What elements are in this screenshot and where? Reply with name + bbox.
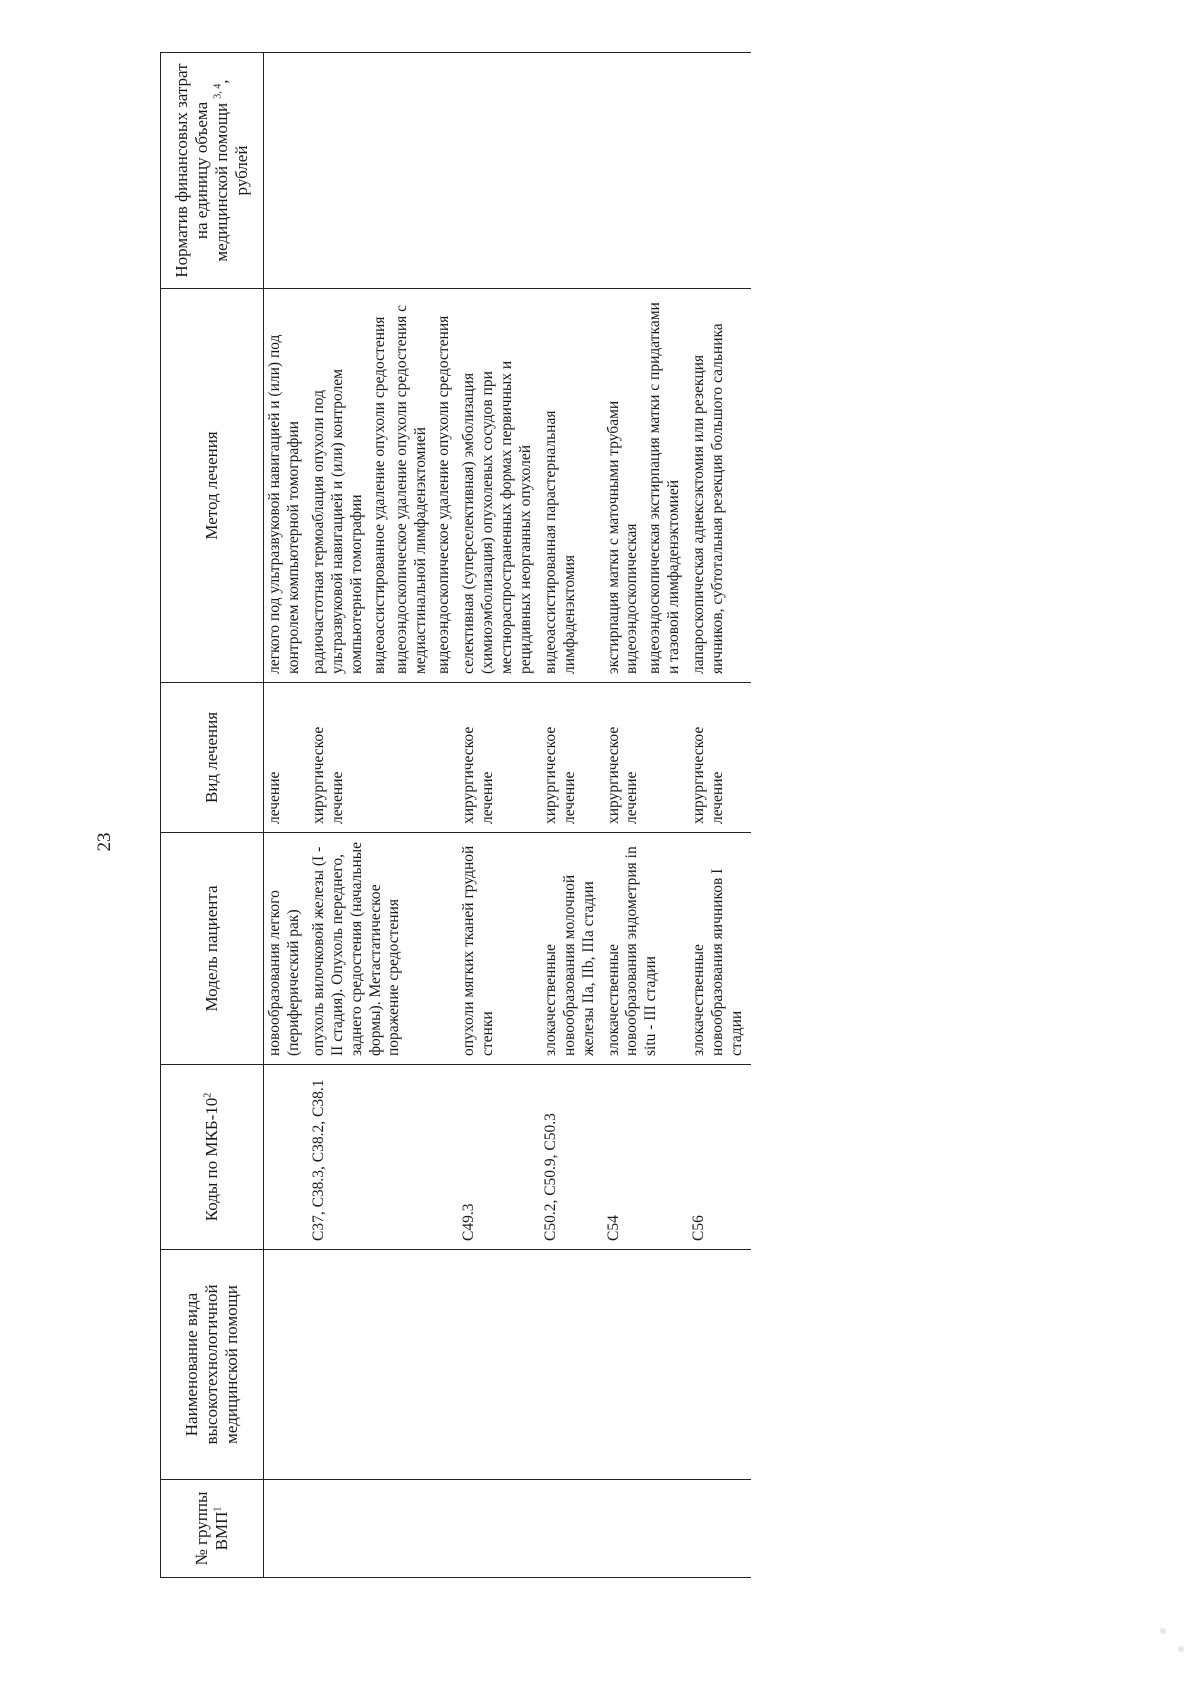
cell-group-number [540,1480,603,1578]
cell-financial-norm [603,53,689,289]
table-row [603,53,689,1578]
header-financial-norm: Норматив финансовых затрат на единицу объема медицинской помощи $^{3, 4}$, рублей [161,53,264,289]
table-row [458,53,540,1578]
table-row [308,53,458,1578]
method-item: видеоэндоскопическое удаление опухоли средостения [435,315,453,674]
cell-care-type-name [688,1250,751,1480]
cell-group-number [264,1480,308,1578]
vmp-table [160,52,751,1578]
header-treatment-type: Вид лечения [161,683,264,833]
cell-financial-norm [458,53,540,289]
cell-treatment-type: хирургическое лечение [540,683,603,833]
rotated-table-page [160,53,1050,1578]
cell-icd-codes: C37, C38.3, C38.2, C38.1 [308,1065,458,1250]
cell-patient-model: опухоли мягких тканей грудной стенки [458,833,540,1065]
cell-patient-model: злокачественные новообразования яичников I стадии [688,833,751,1065]
cell-financial-norm [540,53,603,289]
cell-patient-model: новообразования легкого (периферический рак) [264,833,308,1065]
cell-financial-norm [264,53,308,289]
cell-group-number [458,1480,540,1578]
method-item: радиочастотная термоаблация опухоли под ультразвуковой навигацией и (или) контролем компьютерной томографии [309,369,365,674]
cell-patient-model: опухоль вилочковой железы (I - II стадия). Опухоль переднего, заднего средостения (начальные формы). Метастатическое поражение средостения [308,833,458,1065]
header-patient-model: Модель пациента [161,833,264,1065]
cell-patient-model: злокачественные новообразования молочной железы IIa, IIb, IIIa стадии [540,833,603,1065]
header-icd-codes: Коды по МКБ-$10^2$ [161,1065,264,1250]
cell-treatment-method [264,289,308,683]
cell-treatment-method [308,289,458,683]
cell-treatment-type: лечение [264,683,308,833]
cell-group-number [688,1480,751,1578]
method-item: видеоассистированное удаление опухоли средостения [370,316,388,674]
page-number: 23 [94,832,115,852]
table-header-row [161,53,264,1578]
cell-financial-norm [688,53,751,289]
cell-care-type-name [308,1250,458,1480]
cell-treatment-method [603,289,689,683]
table-row [264,53,308,1578]
cell-group-number [308,1480,458,1578]
cell-icd-codes: C56 [688,1065,751,1250]
cell-treatment-method [688,289,751,683]
method-item: видеоэндоскопическое удаление опухоли средостения с медиастинальной лимфаденэктомией [393,304,430,674]
cell-icd-codes: C49.3 [458,1065,540,1250]
header-care-type-name: Наименование вида высокотехнологичной медицинской помощи [161,1250,264,1480]
cell-care-type-name [458,1250,540,1480]
cell-financial-norm [308,53,458,289]
cell-care-type-name [540,1250,603,1480]
method-item: видеоэндоскопическая экстирпация матки с придатками и тазовой лимфаденэктомией [646,302,683,674]
cell-treatment-type: хирургическое лечение [688,683,751,833]
cell-icd-codes [264,1065,308,1250]
table-row [688,53,751,1578]
cell-treatment-type: хирургическое лечение [308,683,458,833]
method-item: лапароскопическая аднексэктомия или резекция яичников, субтотальная резекция большого сальника [690,323,727,674]
cell-care-type-name [603,1250,689,1480]
header-group-number: № группы ВМП$^1$ [161,1480,264,1578]
header-treatment-method: Метод лечения [161,289,264,683]
scan-artifact-mark [1178,1646,1184,1652]
cell-treatment-method [458,289,540,683]
cell-care-type-name [264,1250,308,1480]
cell-icd-codes: C54 [603,1065,689,1250]
cell-treatment-type: хирургическое лечение [603,683,689,833]
method-item: селективная (суперселективная) эмболизация (химиоэмболизация) опухолевых сосудов при местнораспространенных формах первичных и рецидивных неорганных опухолей [460,360,534,674]
method-item: экстирпация матки с маточными трубами видеоэндоскопическая [604,400,641,674]
method-item: видеоассистированная парастернальная лимфаденэктомия [541,410,578,674]
table-row [540,53,603,1578]
cell-patient-model: злокачественные новообразования эндометрия in situ - III стадии [603,833,689,1065]
method-item: легкого под ультразвуковой навигацией и (или) под контролем компьютерной томографии [266,334,302,674]
cell-treatment-type: хирургическое лечение [458,683,540,833]
scan-artifact-mark [1160,1628,1166,1634]
cell-icd-codes: C50.2, C50.9, C50.3 [540,1065,603,1250]
cell-treatment-method [540,289,603,683]
cell-group-number [603,1480,689,1578]
